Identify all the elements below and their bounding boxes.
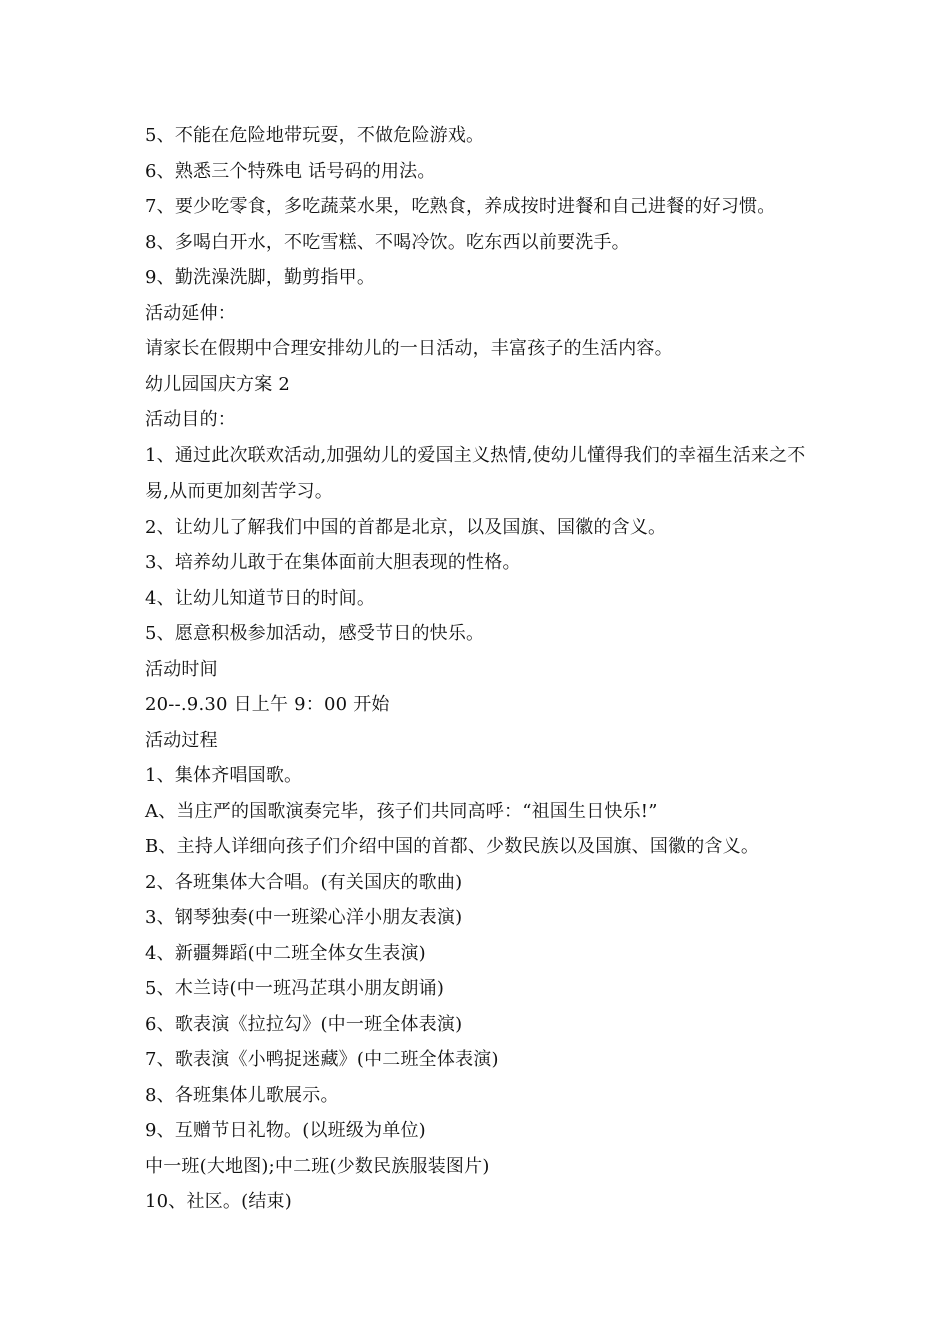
list-item: 6、熟悉三个特殊电 话号码的用法。 xyxy=(145,160,436,182)
paragraph: 20--.9.30 日上午 9：00 开始 xyxy=(145,694,390,715)
list-item: 8、各班集体儿歌展示。 xyxy=(145,1084,339,1106)
list-item: 1、集体齐唱国歌。 xyxy=(145,765,303,786)
list-item: 6、歌表演《拉拉勾》(中一班全体表演) xyxy=(145,1013,463,1035)
list-item: 2、各班集体大合唱。(有关国庆的歌曲) xyxy=(145,871,463,893)
paragraph: 中一班(大地图);中二班(少数民族服装图片) xyxy=(145,1155,490,1177)
list-item: 4、让幼儿知道节日的时间。 xyxy=(145,587,376,609)
list-item: 9、勤洗澡洗脚，勤剪指甲。 xyxy=(145,267,376,288)
list-item: 3、培养幼儿敢于在集体面前大胆表现的性格。 xyxy=(145,552,521,573)
list-item: 5、愿意积极参加活动，感受节日的快乐。 xyxy=(145,623,485,644)
list-item: 3、钢琴独奏(中一班梁心洋小朋友表演) xyxy=(145,907,463,928)
list-item: 4、新疆舞蹈(中二班全体女生表演) xyxy=(145,942,426,964)
document-title: 幼儿园国庆方案 2 xyxy=(145,373,290,395)
list-item: 7、要少吃零食，多吃蔬菜水果，吃熟食，养成按时进餐和自己进餐的好习惯。 xyxy=(145,196,776,217)
section-heading: 活动延伸： xyxy=(145,302,236,324)
list-item: 7、歌表演《小鸭捉迷藏》(中二班全体表演) xyxy=(145,1049,499,1070)
section-heading: 活动目的： xyxy=(145,409,236,430)
paragraph: 请家长在假期中合理安排幼儿的一日活动，丰富孩子的生活内容。 xyxy=(145,338,673,359)
list-item: 10、社区。(结束) xyxy=(145,1191,292,1212)
list-item: A、当庄严的国歌演奏完毕，孩子们共同高呼：“祖国生日快乐!” xyxy=(145,800,658,822)
section-heading: 活动时间 xyxy=(145,658,218,680)
list-item: 1、通过此次联欢活动,加强幼儿的爱国主义热情,使幼儿懂得我们的幸福生活来之不易,从而更加刻苦学习。 xyxy=(145,444,806,502)
list-item: 5、不能在危险地带玩耍，不做危险游戏。 xyxy=(145,125,485,146)
document-body xyxy=(145,118,825,1220)
list-item: 9、互赠节日礼物。(以班级为单位) xyxy=(145,1120,426,1141)
list-item: B、主持人详细向孩子们介绍中国的首都、少数民族以及国旗、国徽的含义。 xyxy=(145,836,760,857)
section-heading: 活动过程 xyxy=(145,729,218,751)
list-item: 2、让幼儿了解我们中国的首都是北京，以及国旗、国徽的含义。 xyxy=(145,516,667,538)
list-item: 8、多喝白开水，不吃雪糕、不喝冷饮。吃东西以前要洗手。 xyxy=(145,231,630,253)
list-item: 5、木兰诗(中一班冯芷琪小朋友朗诵) xyxy=(145,978,445,999)
